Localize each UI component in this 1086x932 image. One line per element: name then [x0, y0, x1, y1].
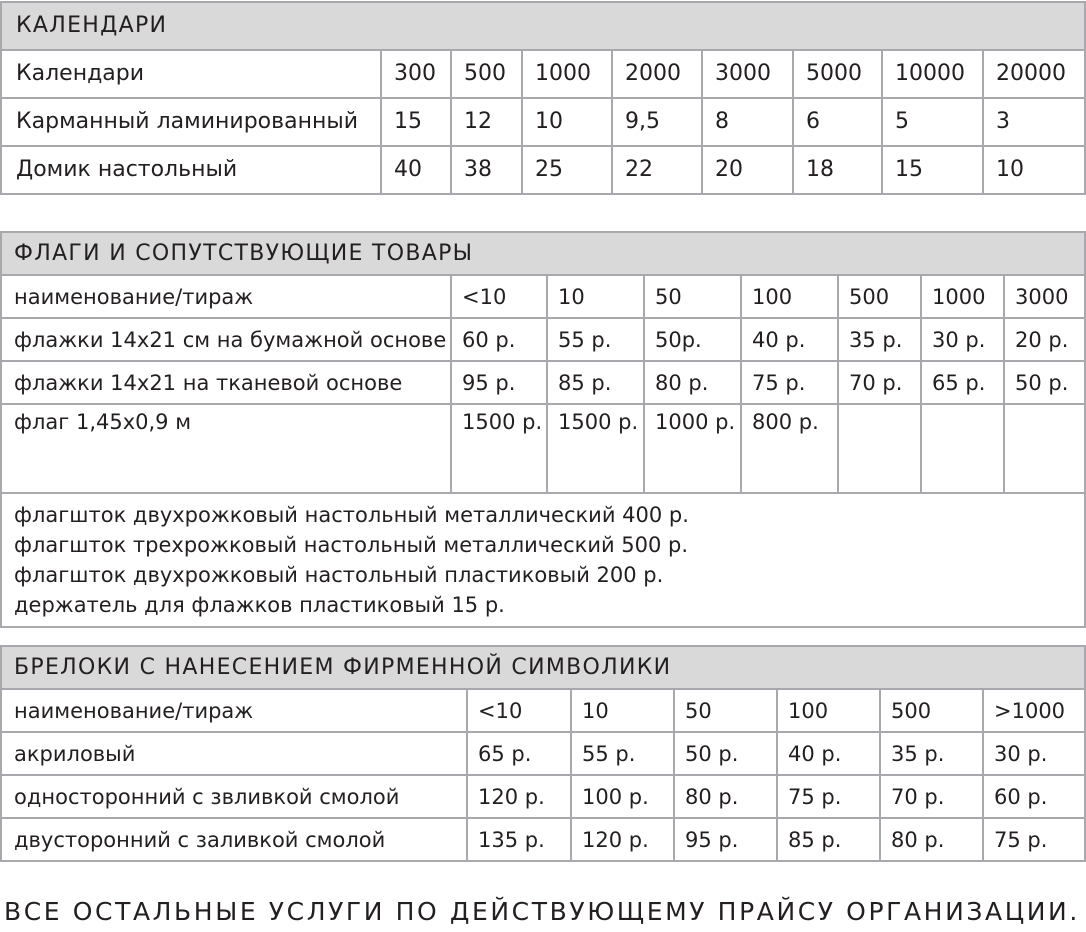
- column-header: 100: [777, 689, 880, 732]
- table-cell: 25: [522, 146, 612, 194]
- column-header: >1000: [983, 689, 1085, 732]
- table-cell: 40 р.: [777, 732, 880, 775]
- calendars-table: [0, 1, 1086, 195]
- table-cell: 40 р.: [741, 318, 838, 361]
- column-header: 500: [838, 275, 921, 318]
- table-cell: 75 р.: [983, 818, 1085, 861]
- table-header-row: [1, 689, 1085, 732]
- table-cell: 95 р.: [451, 361, 547, 404]
- table-cell: 15: [381, 98, 451, 146]
- table-cell: 65 р.: [921, 361, 1004, 404]
- table-header-row: [1, 275, 1085, 318]
- table-cell: 9,5: [612, 98, 702, 146]
- table-cell: 800 р.: [741, 404, 838, 493]
- table-cell: 100 р.: [571, 775, 674, 818]
- column-header: 10000: [882, 50, 983, 98]
- keychains-table: [0, 645, 1086, 862]
- table-cell: 120 р.: [571, 818, 674, 861]
- table-cell: 60 р.: [451, 318, 547, 361]
- column-header: 3000: [1004, 275, 1085, 318]
- row-label: Карманный ламинированный: [1, 98, 381, 146]
- note-line: держатель для флажков пластиковый 15 р.: [14, 593, 505, 617]
- table-cell: [1004, 404, 1085, 493]
- table-cell: 10: [983, 146, 1085, 194]
- section-title: КАЛЕНДАРИ: [1, 2, 1085, 50]
- table-row: [1, 318, 1085, 361]
- column-header: наименование/тираж: [1, 689, 467, 732]
- table-cell: 50 р.: [674, 732, 777, 775]
- table-cell: 70 р.: [838, 361, 921, 404]
- column-header: 500: [451, 50, 522, 98]
- table-cell: 10: [522, 98, 612, 146]
- column-header: 20000: [983, 50, 1085, 98]
- column-header: 2000: [612, 50, 702, 98]
- table-cell: 5: [882, 98, 983, 146]
- note-line: флагшток двухрожковый настольный металлический 400 р.: [14, 503, 689, 527]
- row-label: флажки 14х21 на тканевой основе: [1, 361, 451, 404]
- table-cell: 50 р.: [1004, 361, 1085, 404]
- table-cell: 135 р.: [467, 818, 571, 861]
- table-cell: 18: [793, 146, 882, 194]
- table-cell: 1000 р.: [644, 404, 741, 493]
- section-header: [1, 2, 1085, 50]
- row-label: односторонний с звливкой смолой: [1, 775, 467, 818]
- section-header: [1, 232, 1085, 275]
- column-header: <10: [467, 689, 571, 732]
- column-header: наименование/тираж: [1, 275, 451, 318]
- table-header-row: [1, 50, 1085, 98]
- table-cell: 85 р.: [777, 818, 880, 861]
- table-row: [1, 732, 1085, 775]
- notes-cell: [1, 493, 1085, 627]
- table-cell: 85 р.: [547, 361, 644, 404]
- table-cell: 60 р.: [983, 775, 1085, 818]
- note-line: флагшток трехрожковый настольный металлический 500 р.: [14, 533, 689, 557]
- table-cell: 30 р.: [983, 732, 1085, 775]
- table-row: [1, 146, 1085, 194]
- table-cell: 1500 р.: [547, 404, 644, 493]
- table-cell: 75 р.: [777, 775, 880, 818]
- table-cell: 35 р.: [880, 732, 983, 775]
- notes-row: [1, 493, 1085, 627]
- column-header: 10: [571, 689, 674, 732]
- column-header: 1000: [921, 275, 1004, 318]
- flags-table: [0, 231, 1086, 628]
- table-cell: 20 р.: [1004, 318, 1085, 361]
- table-cell: 38: [451, 146, 522, 194]
- table-cell: 15: [882, 146, 983, 194]
- table-cell: 55 р.: [571, 732, 674, 775]
- table-cell: 70 р.: [880, 775, 983, 818]
- row-label: Домик настольный: [1, 146, 381, 194]
- section-title: БРЕЛОКИ С НАНЕСЕНИЕМ ФИРМЕННОЙ СИМВОЛИКИ: [1, 646, 1085, 689]
- table-row: [1, 404, 1085, 493]
- row-label: флажки 14х21 см на бумажной основе: [1, 318, 451, 361]
- table-row: [1, 361, 1085, 404]
- column-header: 300: [381, 50, 451, 98]
- row-label: двусторонний с заливкой смолой: [1, 818, 467, 861]
- table-cell: 35 р.: [838, 318, 921, 361]
- column-header: 50: [644, 275, 741, 318]
- table-cell: 22: [612, 146, 702, 194]
- row-label: акриловый: [1, 732, 467, 775]
- table-cell: [921, 404, 1004, 493]
- table-cell: 80 р.: [880, 818, 983, 861]
- note-line: флагшток двухрожковый настольный пластиковый 200 р.: [14, 563, 664, 587]
- table-cell: 20: [702, 146, 793, 194]
- table-cell: 65 р.: [467, 732, 571, 775]
- table-cell: 80 р.: [674, 775, 777, 818]
- column-header: 1000: [522, 50, 612, 98]
- table-cell: 8: [702, 98, 793, 146]
- table-cell: 30 р.: [921, 318, 1004, 361]
- row-label: флаг 1,45х0,9 м: [1, 404, 451, 493]
- table-row: [1, 775, 1085, 818]
- table-row: [1, 818, 1085, 861]
- column-header: 100: [741, 275, 838, 318]
- table-cell: 6: [793, 98, 882, 146]
- table-cell: 12: [451, 98, 522, 146]
- column-header: 10: [547, 275, 644, 318]
- table-cell: 50р.: [644, 318, 741, 361]
- table-cell: 3: [983, 98, 1085, 146]
- section-title: ФЛАГИ И СОПУТСТВУЮЩИЕ ТОВАРЫ: [1, 232, 1085, 275]
- column-header: 500: [880, 689, 983, 732]
- column-header: Календари: [1, 50, 381, 98]
- column-header: <10: [451, 275, 547, 318]
- table-cell: 55 р.: [547, 318, 644, 361]
- column-header: 50: [674, 689, 777, 732]
- table-cell: 120 р.: [467, 775, 571, 818]
- table-cell: [838, 404, 921, 493]
- table-cell: 75 р.: [741, 361, 838, 404]
- table-cell: 40: [381, 146, 451, 194]
- table-row: [1, 98, 1085, 146]
- column-header: 5000: [793, 50, 882, 98]
- footer-note: ВСЕ ОСТАЛЬНЫЕ УСЛУГИ ПО ДЕЙСТВУЮЩЕМУ ПРАЙСУ ОРГАНИЗАЦИИ.: [4, 897, 1080, 926]
- table-cell: 1500 р.: [451, 404, 547, 493]
- table-cell: 95 р.: [674, 818, 777, 861]
- table-cell: 80 р.: [644, 361, 741, 404]
- section-header: [1, 646, 1085, 689]
- column-header: 3000: [702, 50, 793, 98]
